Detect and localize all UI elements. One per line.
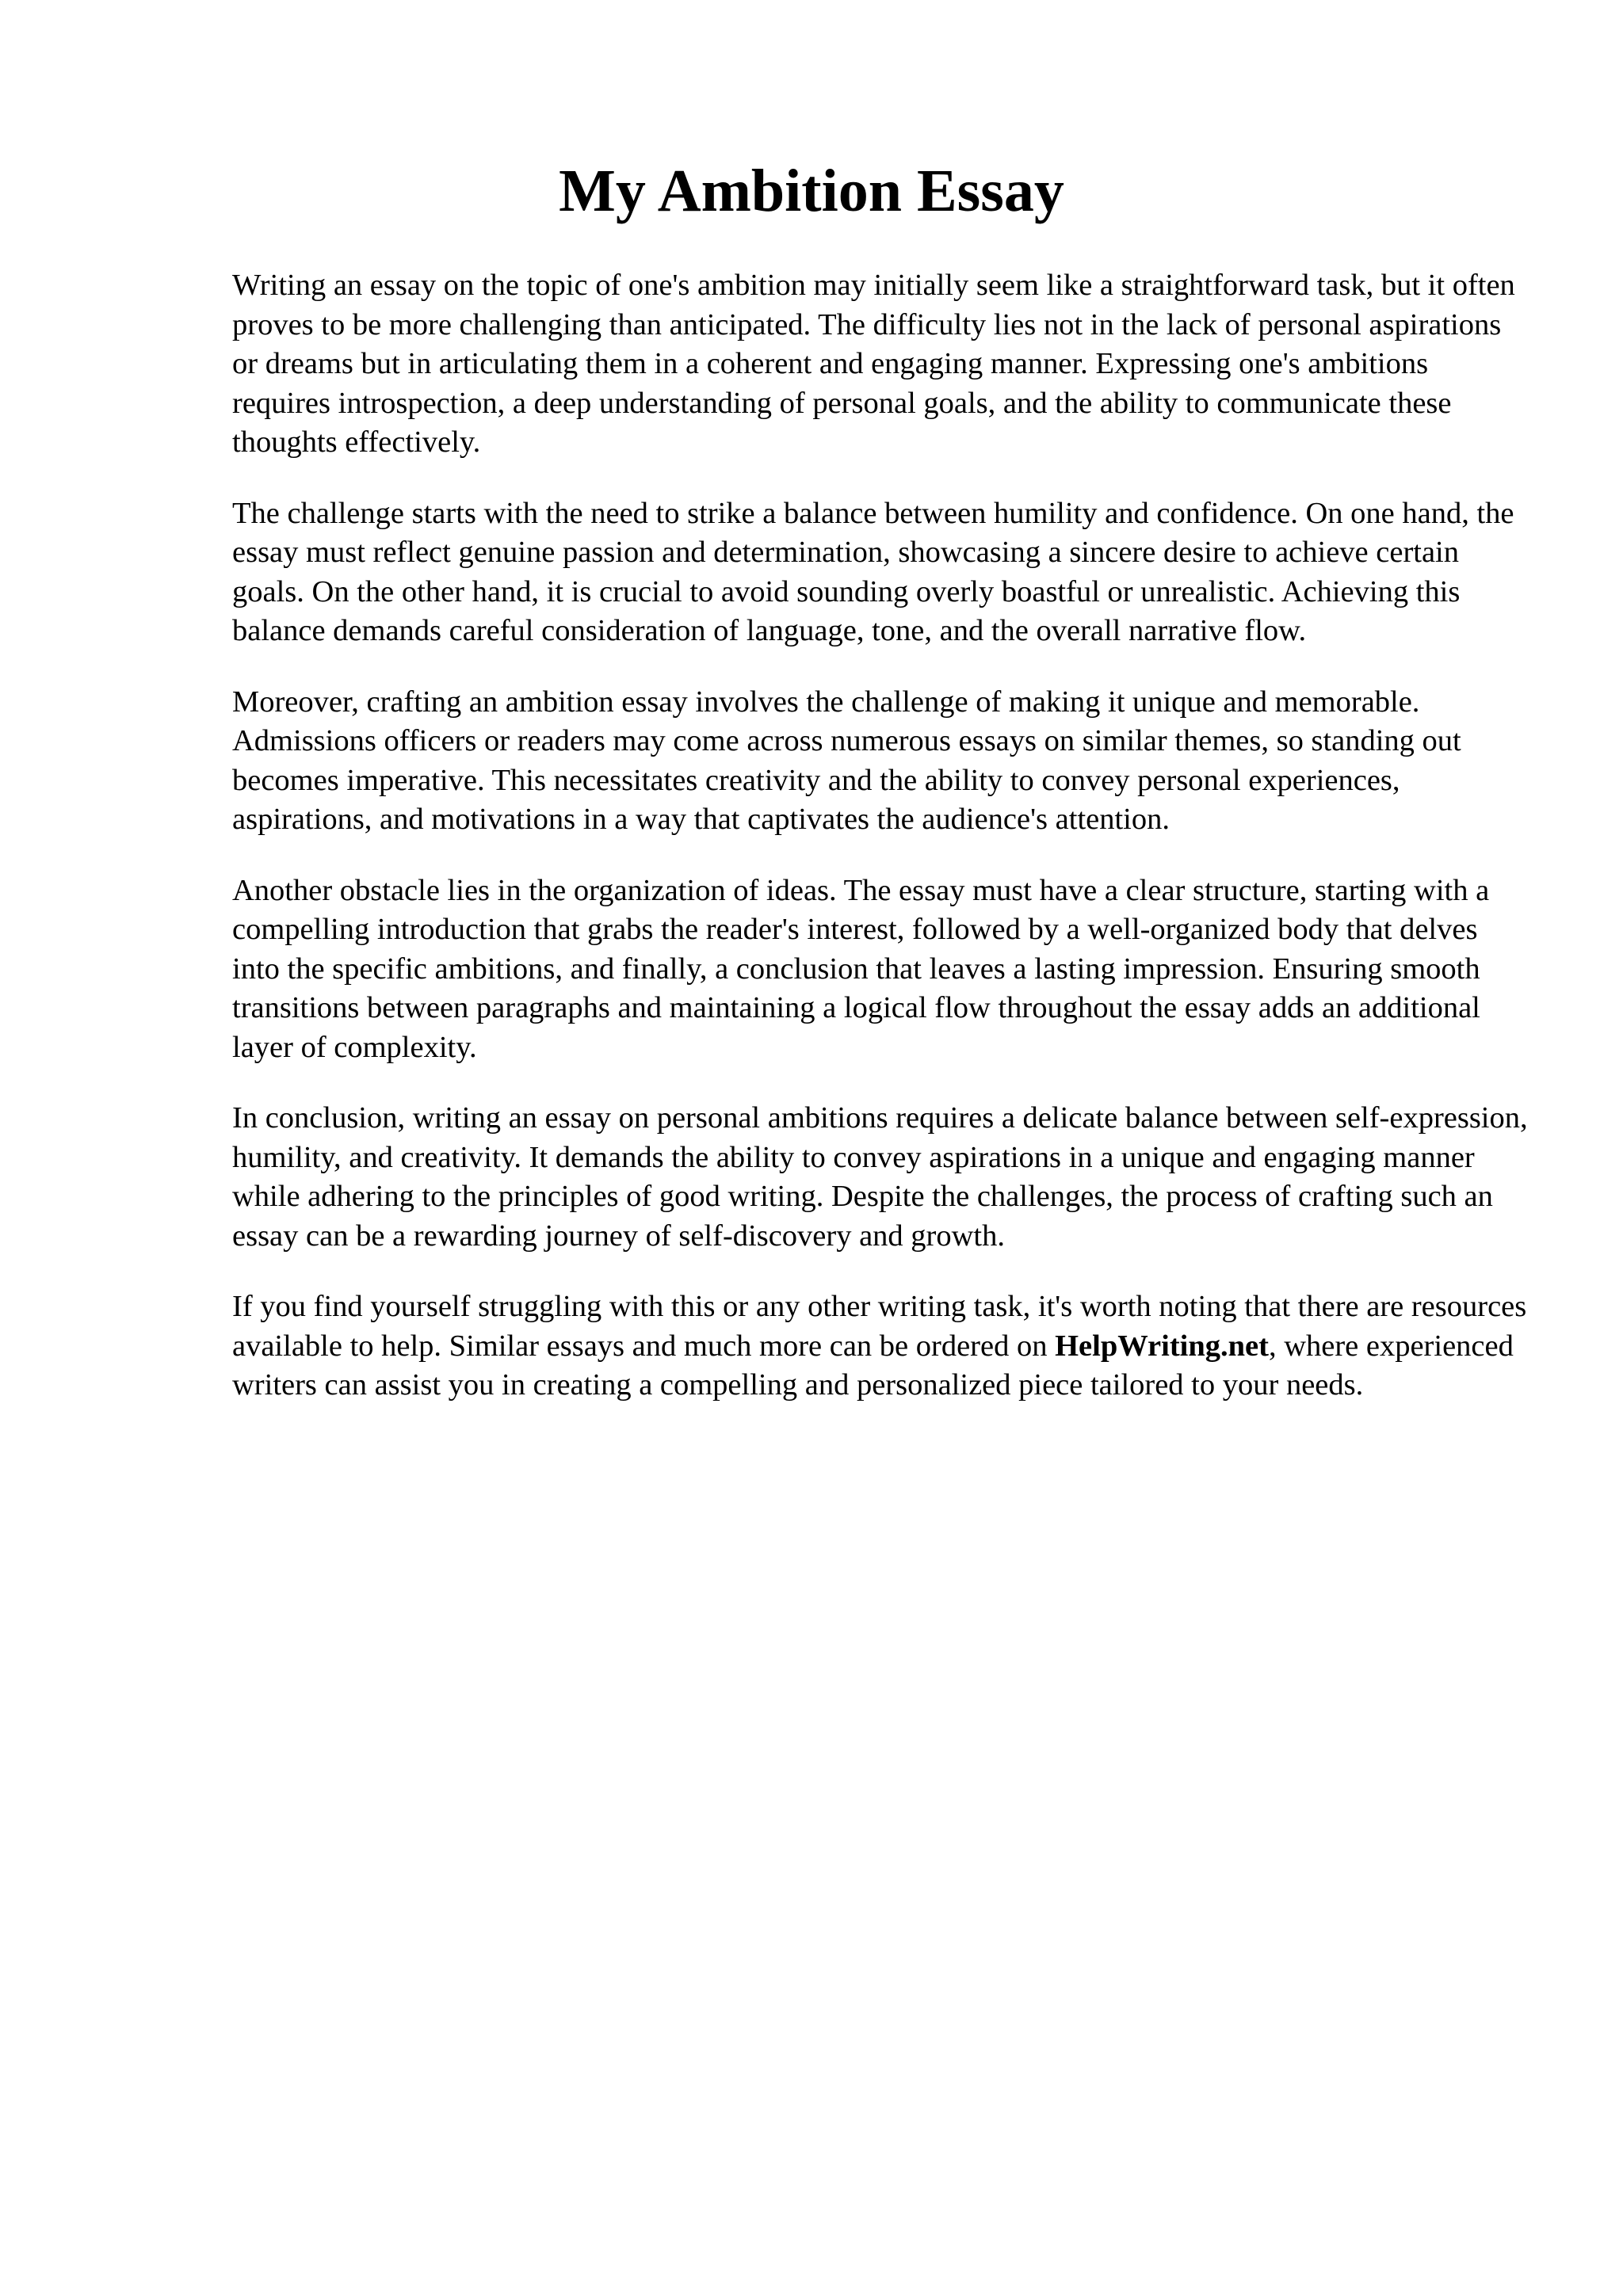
closing-text-before: If you find yourself struggling with this or any other writing task, it's worth noting that there are resources available to help. Similar essays and much more can be ordered on [232, 1290, 1527, 1363]
paragraph-closing [232, 1287, 1532, 1405]
paragraph-4: Another obstacle lies in the organization of ideas. The essay must have a clear structure, starting with a compelling introduction that grabs the reader's interest, followed by a well-organized body that delves into the specific ambitions, and finally, a conclusion that leaves a lasting impression. Ensuring smooth transitions between paragraphs and maintaining a logical flow throughout the essay adds an additional layer of complexity. [232, 873, 1490, 1064]
helpwriting-link[interactable]: HelpWriting.net [1055, 1329, 1269, 1363]
paragraph-2: The challenge starts with the need to strike a balance between humility and confidence. On one hand, the essay must reflect genuine passion and determination, showcasing a sincere desire to achieve certain goals. On the other hand, it is crucial to avoid sounding overly boastful or unrealistic. Achieving this balance demands careful consideration of language, tone, and the overall narrative flow. [232, 496, 1514, 647]
essay-body [232, 266, 1532, 1437]
paragraph-3: Moreover, crafting an ambition essay involves the challenge of making it unique and memorable. Admissions officers or readers may come across numerous essays on similar themes, so standing out becomes imperative. This necessitates creativity and the ability to convey personal experiences, aspirations, and motivations in a way that captivates the audience's attention. [232, 685, 1461, 836]
page-title: My Ambition Essay [559, 158, 1064, 224]
paragraph-5: In conclusion, writing an essay on personal ambitions requires a delicate balance between self-expression, humility, and creativity. It demands the ability to convey aspirations in a unique and engaging manner while adhering to the principles of good writing. Despite the challenges, the process of crafting such an essay can be a rewarding journey of self-discovery and growth. [232, 1101, 1528, 1253]
closing-text-after: , where experienced writers can assist you in creating a compelling and personalized piece tailored to your needs. [232, 1329, 1514, 1402]
paragraph-1: Writing an essay on the topic of one's ambition may initially seem like a straightforward task, but it often proves to be more challenging than anticipated. The difficulty lies not in the lack of personal aspirations or dreams but in articulating them in a coherent and engaging manner. Expressing one's ambitions requires introspection, a deep understanding of personal goals, and the ability to communicate these thoughts effectively. [232, 269, 1515, 459]
